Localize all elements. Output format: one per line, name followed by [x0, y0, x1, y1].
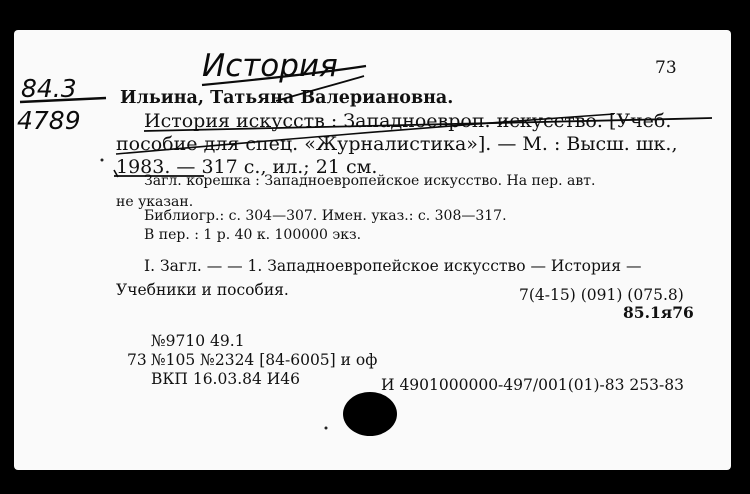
entry-author: Ильина, Татьяна Валериановна. — [120, 88, 454, 108]
ink-speck — [101, 159, 104, 162]
handwritten-marks — [14, 30, 731, 470]
entry-bibliography: Библиогр.: с. 304—307. Имен. указ.: с. 308—317. — [144, 208, 507, 224]
entry-title-line-1: История искусств : Западноевроп. искусство. [Учеб. — [144, 110, 672, 132]
entry-price: В пер. : 1 р. 40 к. 100000 экз. — [144, 227, 362, 243]
entry-subject-line-1: I. Загл. — — 1. Западноевропейское искусство — История — — [144, 257, 642, 275]
shelf-mark-rule — [20, 98, 106, 102]
handwritten-shelf-bottom: 4789 — [17, 106, 81, 135]
punch-hole — [343, 392, 397, 436]
entry-title-line-2: пособие для спец. «Журналистика»]. — М. : Высш. шк., — [116, 133, 678, 155]
author-strike — [276, 76, 364, 101]
footer-line-2-prefix: 73 — [127, 351, 147, 369]
title-strike — [116, 114, 614, 154]
handwritten-subject: История — [202, 48, 338, 84]
entry-note-line-1: Загл. корешка : Западноевропейское искусство. На пер. авт. — [144, 173, 596, 189]
title-underline — [144, 118, 712, 131]
footer-line-1: №9710 49.1 — [151, 332, 245, 350]
page-number: 73 — [655, 58, 677, 78]
footer-line-2: №105 №2324 [84-6005] и оф — [151, 351, 378, 369]
catalog-card — [14, 30, 731, 470]
entry-title-line-3: 1983. — 317 с., ил.; 21 см. — [116, 156, 378, 178]
entry-note-line-2: не указан. — [116, 194, 194, 210]
footer-line-3: ВКП 16.03.84 И46 — [151, 370, 301, 388]
entry-udc: 7(4-15) (091) (075.8) — [519, 286, 684, 304]
entry-subject-line-2: Учебники и пособия. — [116, 281, 289, 299]
entry-bbk: 85.1я76 — [623, 303, 694, 322]
footer-isbn: И 4901000000-497/001(01)-83 253-83 — [381, 376, 684, 394]
handwritten-shelf-top: 84.3 — [21, 74, 77, 103]
ink-speck — [325, 427, 328, 430]
